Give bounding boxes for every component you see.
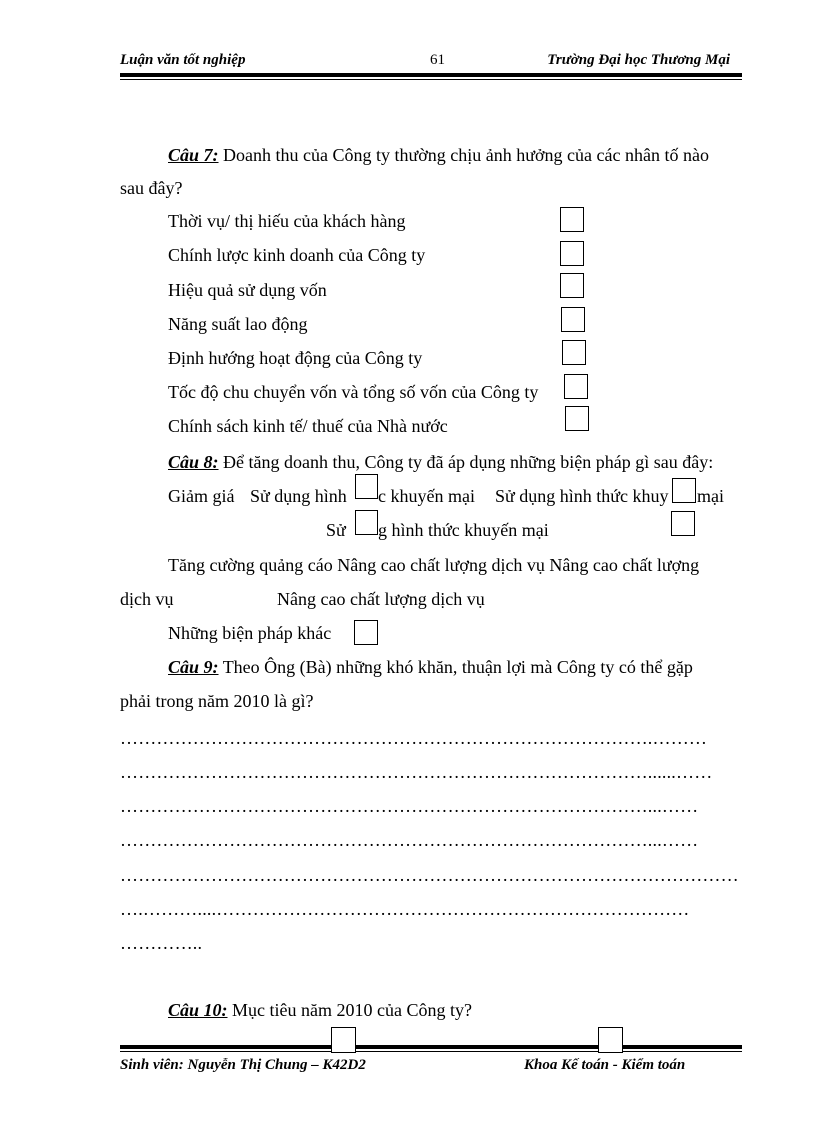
- answer-line-5[interactable]: …………………………………………………………………………………………: [120, 865, 739, 885]
- q8-row1-e: mại: [697, 486, 724, 506]
- q7-line1: [168, 145, 709, 166]
- q7-line2: sau đây?: [120, 178, 183, 198]
- q10-label: Câu 10:: [168, 1000, 228, 1020]
- q7-checkbox-7[interactable]: [565, 406, 589, 431]
- q8-checkbox-other[interactable]: [354, 620, 378, 645]
- q10-text: Mục tiêu năm 2010 của Công ty?: [227, 1000, 472, 1020]
- header-rule-thin: [120, 79, 742, 80]
- q8-row2-b: g hình thức khuyến mại: [378, 520, 549, 540]
- q7-option-1: Thời vụ/ thị hiếu của khách hàng: [168, 211, 406, 231]
- answer-line-2[interactable]: ……………………………………………………………………………......……: [120, 762, 713, 782]
- q9-text: Theo Ông (Bà) những khó khăn, thuận lợi mà Công ty có thể gặp: [218, 657, 693, 677]
- header-right: Trường Đại học Thương Mại: [547, 52, 730, 68]
- q10-line: [168, 1000, 472, 1021]
- q7-checkbox-2[interactable]: [560, 241, 584, 266]
- header-rule-thick: [120, 73, 742, 77]
- answer-line-4[interactable]: ……………………………………………………………………………...……: [120, 830, 699, 850]
- q8-checkbox-2[interactable]: [672, 478, 696, 503]
- footer-rule-thin: [120, 1051, 742, 1052]
- footer-left: Sinh viên: Nguyễn Thị Chung – K42D2: [120, 1057, 366, 1073]
- q8-row4-a: dịch vụ: [120, 589, 174, 609]
- q7-label: Câu 7:: [168, 145, 219, 165]
- q7-checkbox-1[interactable]: [560, 207, 584, 232]
- q9-line2: phải trong năm 2010 là gì?: [120, 691, 314, 711]
- q7-option-2: Chính lược kinh doanh của Công ty: [168, 245, 426, 265]
- q8-row1-d: Sử dụng hình thức khuy: [495, 486, 669, 506]
- q7-option-7: Chính sách kinh tế/ thuế của Nhà nước: [168, 416, 448, 436]
- q8-row1-c: c khuyến mại: [378, 486, 475, 506]
- answer-line-6[interactable]: ….………....……………………………………………………………………: [120, 899, 690, 919]
- footer-rule-thick: [120, 1045, 742, 1049]
- q8-row4-b: Nâng cao chất lượng dịch vụ: [277, 589, 485, 609]
- answer-line-3[interactable]: ……………………………………………………………………………...……: [120, 796, 699, 816]
- q7-option-6: Tốc độ chu chuyển vốn và tổng số vốn của Công ty: [168, 382, 539, 402]
- q7-option-5: Định hướng hoạt động của Công ty: [168, 348, 423, 368]
- answer-line-7[interactable]: …………..: [120, 933, 203, 953]
- footer-checkbox-left[interactable]: [331, 1027, 356, 1053]
- q8-checkbox-3[interactable]: [355, 510, 378, 535]
- page-number: 61: [430, 52, 445, 68]
- q7-checkbox-5[interactable]: [562, 340, 586, 365]
- q7-checkbox-6[interactable]: [564, 374, 588, 399]
- q8-text: Để tăng doanh thu, Công ty đã áp dụng những biện pháp gì sau đây:: [218, 452, 714, 472]
- answer-line-1[interactable]: …………………………………………………………………………….………: [120, 728, 708, 748]
- q8-row1-a: Giảm giá: [168, 486, 235, 506]
- q7-option-4: Năng suất lao động: [168, 314, 308, 334]
- q7-text: Doanh thu của Công ty thường chịu ảnh hưởng của các nhân tố nào: [218, 145, 709, 165]
- q7-checkbox-4[interactable]: [561, 307, 585, 332]
- header-left: Luận văn tốt nghiệp: [120, 52, 246, 68]
- q8-checkbox-4[interactable]: [671, 511, 695, 536]
- q8-other: Những biện pháp khác: [168, 623, 332, 643]
- footer-right: Khoa Kế toán - Kiểm toán: [524, 1057, 686, 1073]
- q7-option-3: Hiệu quả sử dụng vốn: [168, 280, 327, 300]
- q8-label: Câu 8:: [168, 452, 219, 472]
- q8-checkbox-1[interactable]: [355, 474, 378, 499]
- q9-label: Câu 9:: [168, 657, 219, 677]
- q8-row3: Tăng cường quảng cáo Nâng cao chất lượng dịch vụ Nâng cao chất lượng: [168, 555, 700, 575]
- q7-checkbox-3[interactable]: [560, 273, 584, 298]
- q8-row1-b: Sử dụng hình: [250, 486, 347, 506]
- q8-line1: [168, 452, 713, 473]
- footer-checkbox-right[interactable]: [598, 1027, 623, 1053]
- q9-line1: [168, 657, 693, 678]
- q8-row2-a: Sử: [326, 520, 346, 540]
